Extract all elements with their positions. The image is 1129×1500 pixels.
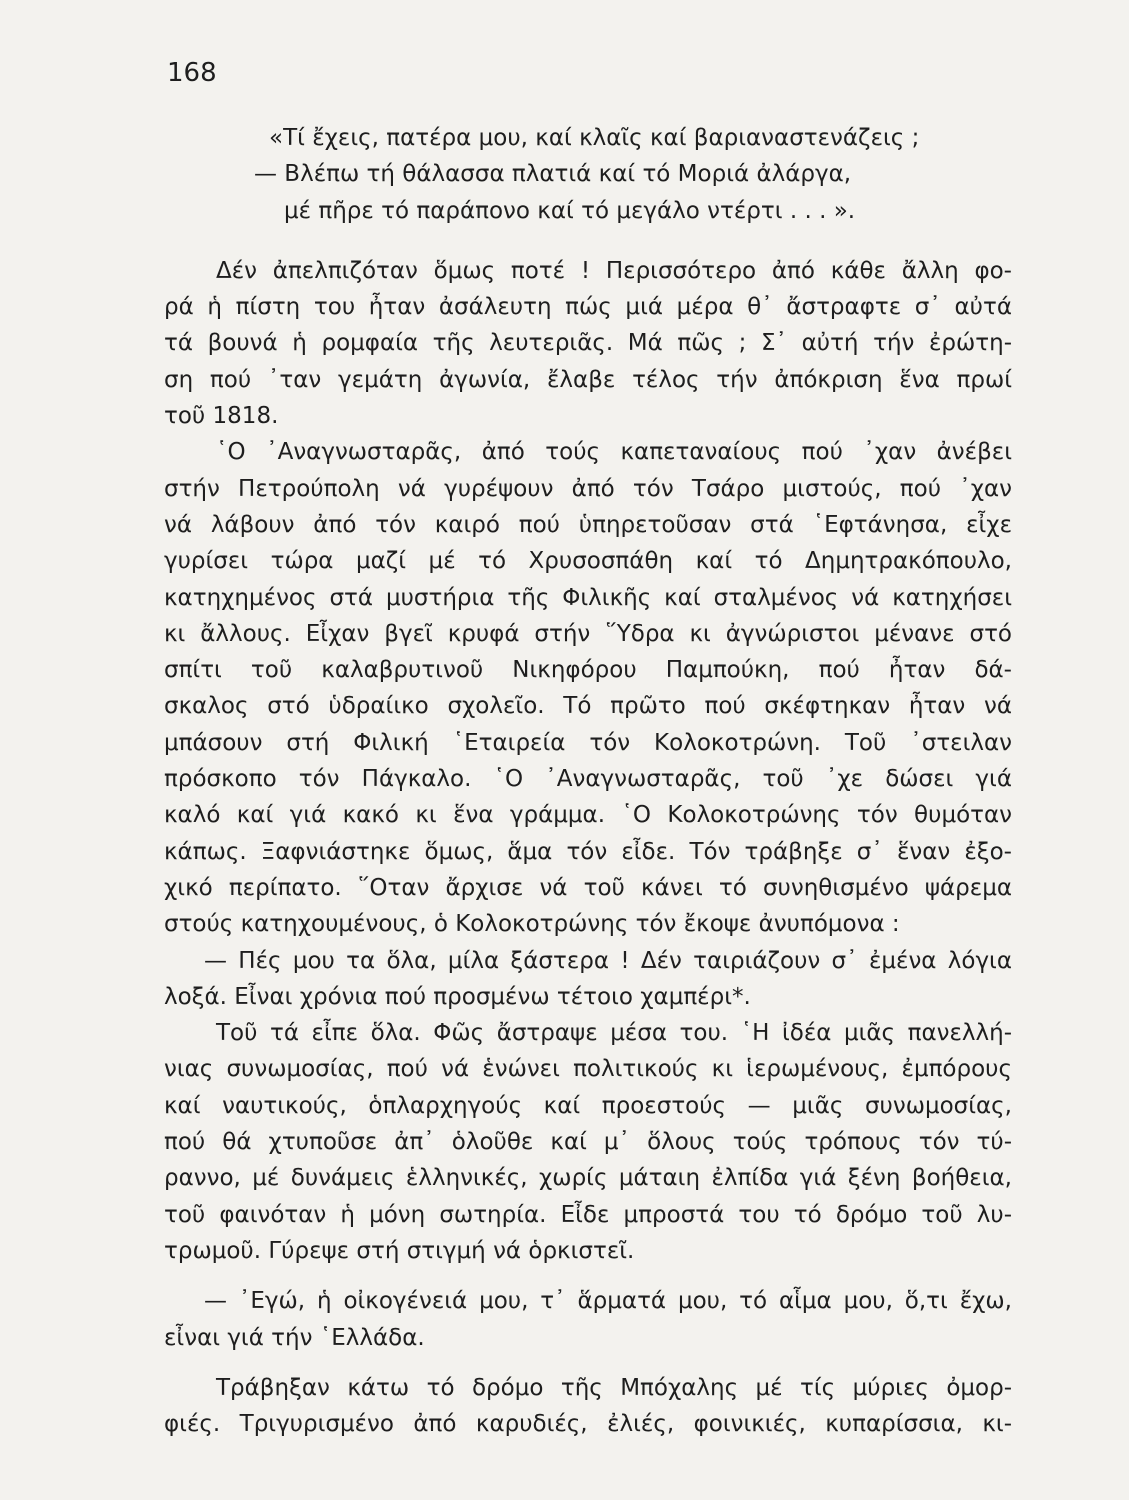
page-body — [164, 120, 1012, 1442]
paragraph-5 — [164, 1283, 1012, 1356]
text-line: λοξά. Εἶναι χρόνια πού προσμένω τέτοιο χαμπέρι*. — [164, 983, 751, 1010]
text-line: νά λάβουν ἀπό τόν καιρό πού ὑπηρετοῦσαν στά ῾Εφτάνησα, εἶχε — [164, 511, 1012, 538]
paragraph-2 — [164, 434, 1012, 942]
text-line: Δέν ἀπελπιζόταν ὅμως ποτέ ! Περισσότερο ἀπό κάθε ἄλλη φο- — [216, 257, 1012, 284]
paragraph-gap — [164, 1269, 1012, 1283]
text-line: σπίτι τοῦ καλαβρυτινοῦ Νικηφόρου Παμπούκη, πού ἦταν δά- — [164, 657, 1012, 684]
text-line: χικό περίπατο. ῞Οταν ἄρχισε νά τοῦ κάνει τό συνηθισμένο ψάρεμα — [164, 874, 1012, 901]
verse-line-1: «Τί ἔχεις, πατέρα μου, καί κλαῖς καί βαριαναστενάζεις ; — [269, 125, 920, 151]
text-line: τρωμοῦ. Γύρεψε στή στιγμή νά ὁρκιστεῖ. — [164, 1237, 635, 1264]
text-line: Τράβηξαν κάτω τό δρόμο τῆς Μπόχαλης μέ τίς μύριες ὀμορ- — [216, 1374, 1012, 1401]
text-line: κι ἄλλους. Εἶχαν βγεῖ κρυφά στήν ῞Υδρα κι ἀγνώριστοι μένανε στό — [164, 620, 1012, 647]
text-line: εἶναι γιά τήν ῾Ελλάδα. — [164, 1324, 425, 1351]
paragraph-3 — [164, 943, 1012, 1016]
text-line: ση πού ᾽ταν γεμάτη ἀγωνία, ἔλαβε τέλος τήν ἀπόκριση ἕνα πρωί — [164, 366, 1012, 393]
page-number: 168 — [167, 58, 217, 88]
paragraph-6 — [164, 1370, 1012, 1443]
paragraph-gap — [164, 1356, 1012, 1370]
text-line: — Πές μου τα ὅλα, μίλα ξάστερα ! Δέν ταιριάζουν σ᾽ ἐμένα λόγια — [204, 947, 1012, 974]
text-line: τοῦ 1818. — [164, 403, 279, 430]
text-line: στήν Πετρούπολη νά γυρέψουν ἀπό τόν Τσάρο μιστούς, πού ᾽χαν — [164, 475, 1012, 502]
text-line: κατηχημένος στά μυστήρια τῆς Φιλικῆς καί σταλμένος νά κατηχήσει — [164, 584, 1012, 611]
text-line: σκαλος στό ὑδραίικο σχολεῖο. Τό πρῶτο πού σκέφτηκαν ἦταν νά — [164, 693, 1012, 720]
verse-line-2: — Βλέπω τή θάλασσα πλατιά καί τό Μοριά ἀλάργα, — [254, 161, 852, 188]
text-line: μπάσουν στή Φιλική ῾Εταιρεία τόν Κολοκοτρώνη. Τοῦ ᾽στειλαν — [164, 729, 1012, 756]
text-line: φιές. Τριγυρισμένο ἀπό καρυδιές, ἐλιές, φοινικιές, κυπαρίσσια, κι- — [164, 1411, 1012, 1438]
paragraph-4 — [164, 1015, 1012, 1269]
text-line: ρά ἡ πίστη του ἦταν ἀσάλευτη πώς μιά μέρα θ᾽ ἄστραφτε σ᾽ αὐτά — [164, 294, 1012, 321]
text-line: πρόσκοπο τόν Πάγκαλο. ῾Ο ᾽Αναγνωσταρᾶς, τοῦ ᾽χε δώσει γιά — [164, 766, 1012, 793]
text-line: νιας συνωμοσίας, πού νά ἑνώνει πολιτικούς κι ἱερωμένους, ἐμπόρους — [164, 1056, 1012, 1083]
text-line: πού θά χτυποῦσε ἀπ᾽ ὁλοῦθε καί μ᾽ ὅλους τούς τρόπους τόν τύ- — [164, 1129, 1012, 1156]
text-line: τά βουνά ἡ ρομφαία τῆς λευτεριᾶς. Μά πῶς ; Σ᾽ αὐτή τήν ἐρώτη- — [164, 330, 1012, 357]
text-line: ραννο, μέ δυνάμεις ἑλληνικές, χωρίς μάταιη ἐλπίδα γιά ξένη βοήθεια, — [164, 1165, 1012, 1192]
verse-line-3: μέ πῆρε τό παράπονο καί τό μεγάλο ντέρτι . . . ». — [284, 197, 856, 224]
paragraph-1 — [164, 253, 1012, 434]
text-line: — ᾽Εγώ, ἡ οἰκογένειά μου, τ᾽ ἅρματά μου, τό αἷμα μου, ὅ,τι ἔχω, — [204, 1288, 1012, 1315]
text-line: Τοῦ τά εἶπε ὅλα. Φῶς ἄστραψε μέσα του. ῾Η ἰδέα μιᾶς πανελλή- — [216, 1020, 1012, 1047]
text-line: κάπως. Ξαφνιάστηκε ὅμως, ἅμα τόν εἶδε. Τόν τράβηξε σ᾽ ἕναν ἐξο- — [164, 838, 1012, 865]
text-line: καλό καί γιά κακό κι ἕνα γράμμα. ῾Ο Κολοκοτρώνης τόν θυμόταν — [164, 802, 1012, 829]
text-line: στούς κατηχουμένους, ὁ Κολοκοτρώνης τόν ἔκοψε ἀνυπόμονα : — [164, 911, 900, 938]
verse-gap — [164, 229, 1012, 253]
text-line: τοῦ φαινόταν ἡ μόνη σωτηρία. Εἶδε μπροστά του τό δρόμο τοῦ λυ- — [164, 1201, 1012, 1228]
text-line: ῾Ο ᾽Αναγνωσταρᾶς, ἀπό τούς καπεταναίους πού ᾽χαν ἀνέβει — [216, 439, 1012, 466]
text-line: γυρίσει τώρα μαζί μέ τό Χρυσοσπάθη καί τό Δημητρακόπουλο, — [164, 548, 1012, 575]
text-line: καί ναυτικούς, ὁπλαρχηγούς καί προεστούς — μιᾶς συνωμοσίας, — [164, 1092, 1012, 1119]
